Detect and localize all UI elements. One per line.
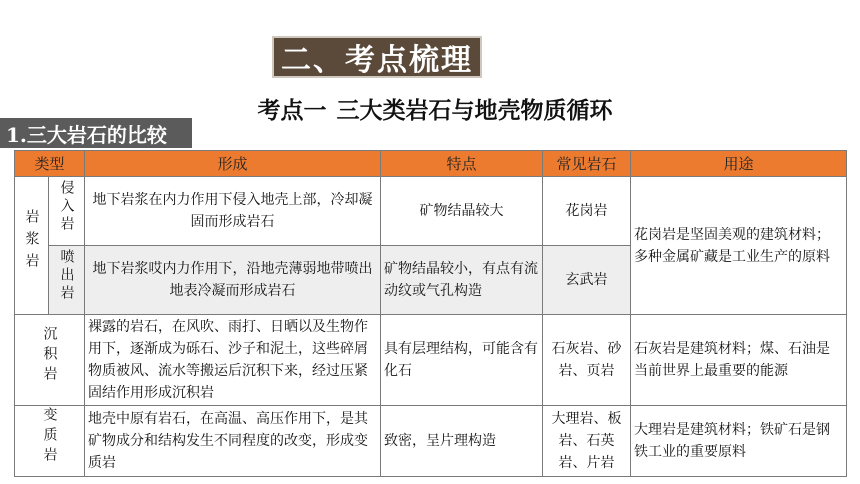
metamorphic-use: 大理岩是建筑材料；铁矿石是钢铁工业的重要原料 [631, 406, 847, 477]
extrusive-feature: 矿物结晶较小，有点有流动纹或气孔构造 [381, 246, 543, 315]
igneous-use: 花岗岩是坚固美观的建筑材料；多种金属矿藏是工业生产的原料 [631, 177, 847, 315]
header-type: 类型 [15, 151, 85, 177]
intrusive-rocks: 花岗岩 [543, 177, 631, 246]
intrusive-feature: 矿物结晶较大 [381, 177, 543, 246]
topic-prefix: 考点一 [257, 97, 327, 124]
sedimentary-feature: 具有层理结构，可能含有化石 [381, 315, 543, 406]
header-rocks: 常见岩石 [543, 151, 631, 177]
intrusive-label: 侵入岩 [49, 177, 85, 246]
table-row [15, 315, 847, 406]
metamorphic-formation: 地壳中原有岩石，在高温、高压作用下，是其矿物成分和结构发生不同程度的改变，形成变质岩 [85, 406, 381, 477]
sedimentary-use: 石灰岩是建筑材料；煤、石油是当前世界上最重要的能源 [631, 315, 847, 406]
section-label: 1.三大岩石的比较 [0, 118, 192, 148]
metamorphic-rocks: 大理岩、板岩、石英岩、片岩 [543, 406, 631, 477]
igneous-label: 岩浆岩 [15, 177, 49, 315]
page-title: 二、考点梳理 [272, 36, 482, 78]
extrusive-label: 喷出岩 [49, 246, 85, 315]
table-row [15, 406, 847, 477]
sedimentary-label: 沉积岩 [15, 315, 85, 406]
sedimentary-rocks: 石灰岩、砂岩、页岩 [543, 315, 631, 406]
header-feature: 特点 [381, 151, 543, 177]
extrusive-formation: 地下岩浆哎内力作用下，沿地壳薄弱地带喷出地表冷凝而形成岩石 [85, 246, 381, 315]
rock-comparison-table [14, 150, 847, 477]
extrusive-rocks: 玄武岩 [543, 246, 631, 315]
sedimentary-formation: 裸露的岩石，在风吹、雨打、日晒以及生物作用下，逐渐成为砾石、沙子和泥土，这些碎屑物质被风、流水等搬运后沉积下来，经过压紧固结作用形成沉积岩 [85, 315, 381, 406]
table-row [15, 177, 847, 246]
header-formation: 形成 [85, 151, 381, 177]
topic-title: 三大类岩石与地壳物质循环 [336, 97, 613, 124]
intrusive-formation: 地下岩浆在内力作用下侵入地壳上部，冷却凝固而形成岩石 [85, 177, 381, 246]
metamorphic-feature: 致密，呈片理构造 [381, 406, 543, 477]
table-header-row [15, 151, 847, 177]
metamorphic-label: 变质岩 [15, 406, 85, 477]
header-use: 用途 [631, 151, 847, 177]
